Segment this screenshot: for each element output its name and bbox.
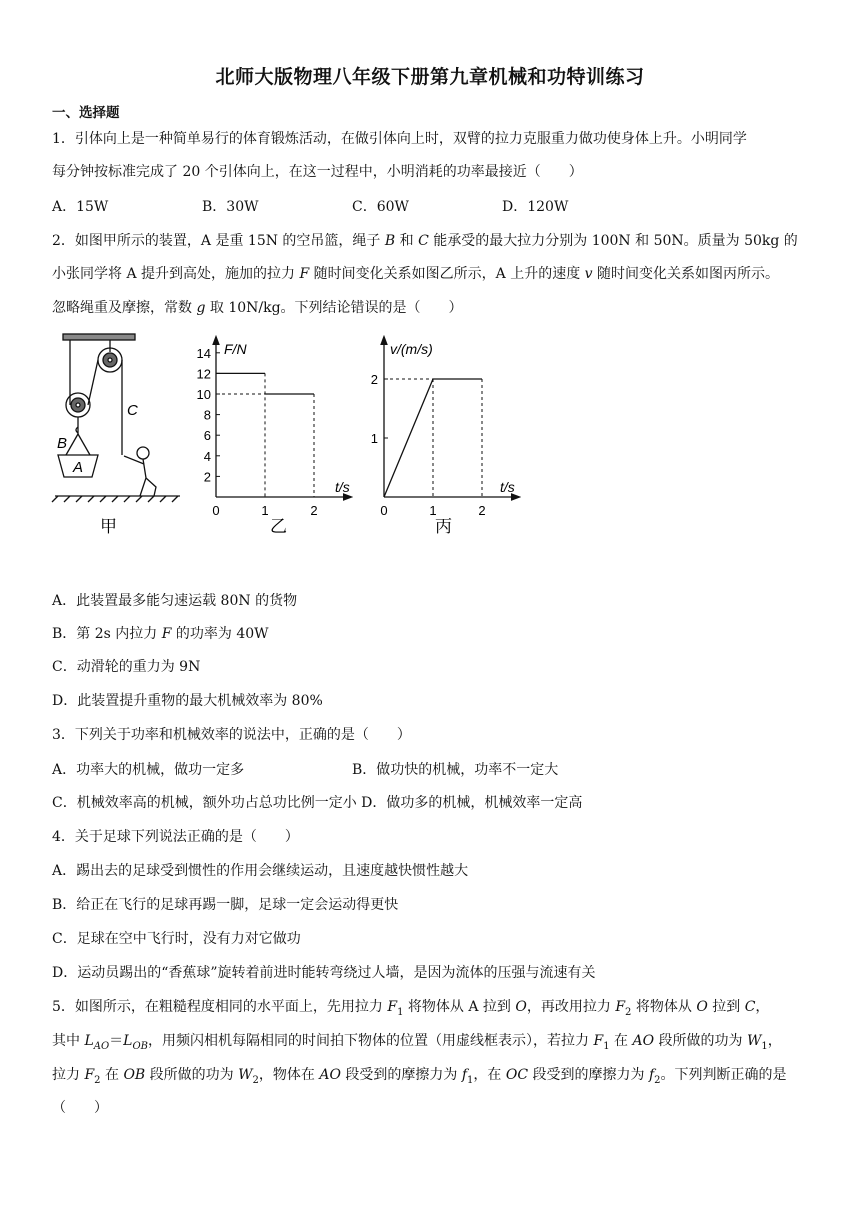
label-a: A — [73, 459, 84, 476]
yi-y-tick-label: 6 — [203, 428, 211, 444]
yi-y-tick-label: 8 — [203, 407, 211, 423]
yi-x-tick-label: 1 — [261, 503, 269, 518]
bing-y-tick-label: 1 — [370, 431, 378, 446]
q5-stem-line1: 5．如图所示，在粗糙程度相同的水平面上，先用拉力 $F_1$ 将物体从 A 拉到 O，再改用拉力 $F_2$ 将物体从 O 拉到 C， — [52, 999, 770, 1018]
q5-stem-line4: （ ） — [52, 1100, 108, 1116]
q2-figure — [48, 325, 538, 540]
q1-option-b: B．30W — [202, 199, 259, 215]
yi-x-tick-label: 2 — [310, 503, 318, 518]
page-title: 北师大版物理八年级下册第九章机械和功特训练习 — [215, 66, 645, 88]
yi-y-tick-label: 10 — [196, 387, 211, 402]
yi-y-axis-label: F/N — [224, 341, 247, 357]
bing-y-axis-label: v/(m/s) — [390, 341, 433, 357]
pulley-diagram — [52, 334, 180, 502]
q5-stem-line3: 拉力 $F_2$ 在 OB 段所做的功为 $W_2$，物体在 AO 段受到的摩擦力为 $f_1$，在 OC 段受到的摩擦力为 $f_2$。下列判断正确的是 — [52, 1067, 787, 1086]
yi-y-tick-label: 14 — [196, 345, 211, 361]
figure-label-jia: 甲 — [100, 517, 117, 536]
force-time-chart — [197, 340, 348, 518]
q2-stem-line3: 忽略绳重及摩擦，常数 g 取 10N/kg。下列结论错误的是（ ） — [52, 300, 463, 316]
q3-stem: 3．下列关于功率和机械效率的说法中，正确的是（ ） — [52, 727, 411, 743]
yi-x-axis-label: t/s — [335, 479, 350, 495]
q3-option-b: B．做功快的机械，功率不一定大 — [352, 762, 559, 778]
yi-y-tick-label: 4 — [203, 448, 211, 464]
q2-option-b: B．第 2s 内拉力 F 的功率为 40W — [52, 626, 269, 642]
q4-option-c: C．足球在空中飞行时，没有力对它做功 — [52, 931, 301, 947]
bing-y-tick-label: 2 — [370, 372, 378, 387]
q2-option-d: D．此装置提升重物的最大机械效率为 80% — [52, 693, 323, 709]
q2-option-c: C．动滑轮的重力为 9N — [52, 659, 201, 675]
figure-label-bing: 丙 — [435, 517, 452, 536]
q3-option-c-d: C．机械效率高的机械，额外功占总功比例一定小 D．做功多的机械，机械效率一定高 — [52, 795, 583, 811]
bing-segment-accelerate — [384, 379, 433, 497]
q4-option-a: A．踢出去的足球受到惯性的作用会继续运动，且速度越快惯性越大 — [52, 863, 469, 879]
q1-option-a: A．15W — [52, 199, 109, 215]
velocity-time-chart — [371, 340, 516, 518]
q1-stem-line2: 每分钟按标准完成了 20 个引体向上，在这一过程中，小明消耗的功率最接近（ ） — [52, 164, 583, 180]
q1-option-d: D．120W — [502, 199, 569, 215]
q4-option-b: B．给正在飞行的足球再踢一脚，足球一定会运动得更快 — [52, 897, 399, 913]
yi-x-tick-label: 0 — [212, 503, 220, 518]
figure-label-yi: 乙 — [270, 517, 287, 536]
label-c: C — [127, 402, 138, 419]
yi-y-tick-label: 2 — [203, 469, 211, 485]
bing-x-tick-label: 1 — [429, 503, 437, 518]
bing-x-axis-label: t/s — [500, 479, 515, 495]
section-heading: 一、选择题 — [52, 105, 120, 121]
q1-option-c: C．60W — [352, 199, 409, 215]
bing-x-tick-label: 0 — [380, 503, 388, 518]
q2-stem-line2: 小张同学将 A 提升到高处，施加的拉力 F 随时间变化关系如图乙所示，A 上升的速度 v 随时间变化关系如图丙所示。 — [52, 266, 780, 282]
label-b: B — [57, 435, 68, 452]
q2-stem-line1: 2．如图甲所示的装置，A 是重 15N 的空吊篮，绳子 B 和 C 能承受的最大拉力分别为 100N 和 50N。质量为 50kg 的 — [52, 233, 798, 249]
yi-y-tick-label: 12 — [196, 366, 211, 382]
bing-x-tick-label: 2 — [478, 503, 486, 518]
q3-option-a: A．功率大的机械，做功一定多 — [52, 762, 245, 778]
q4-stem: 4．关于足球下列说法正确的是（ ） — [52, 829, 299, 845]
q5-stem-line2: 其中 $L_{AO}=L_{OB}$，用频闪相机每隔相同的时间拍下物体的位置（用虚线框表示），若拉力 $F_1$ 在 AO 段所做的功为 $W_1$， — [52, 1033, 782, 1052]
q4-option-d: D．运动员踢出的“香蕉球”旋转着前进时能转弯绕过人墙，是因为流体的压强与流速有关 — [52, 965, 596, 981]
q2-option-a: A．此装置最多能匀速运载 80N 的货物 — [52, 593, 298, 609]
q1-stem-line1: 1．引体向上是一种简单易行的体育锻炼活动，在做引体向上时，双臂的拉力克服重力做功使身体上升。小明同学 — [52, 131, 747, 147]
